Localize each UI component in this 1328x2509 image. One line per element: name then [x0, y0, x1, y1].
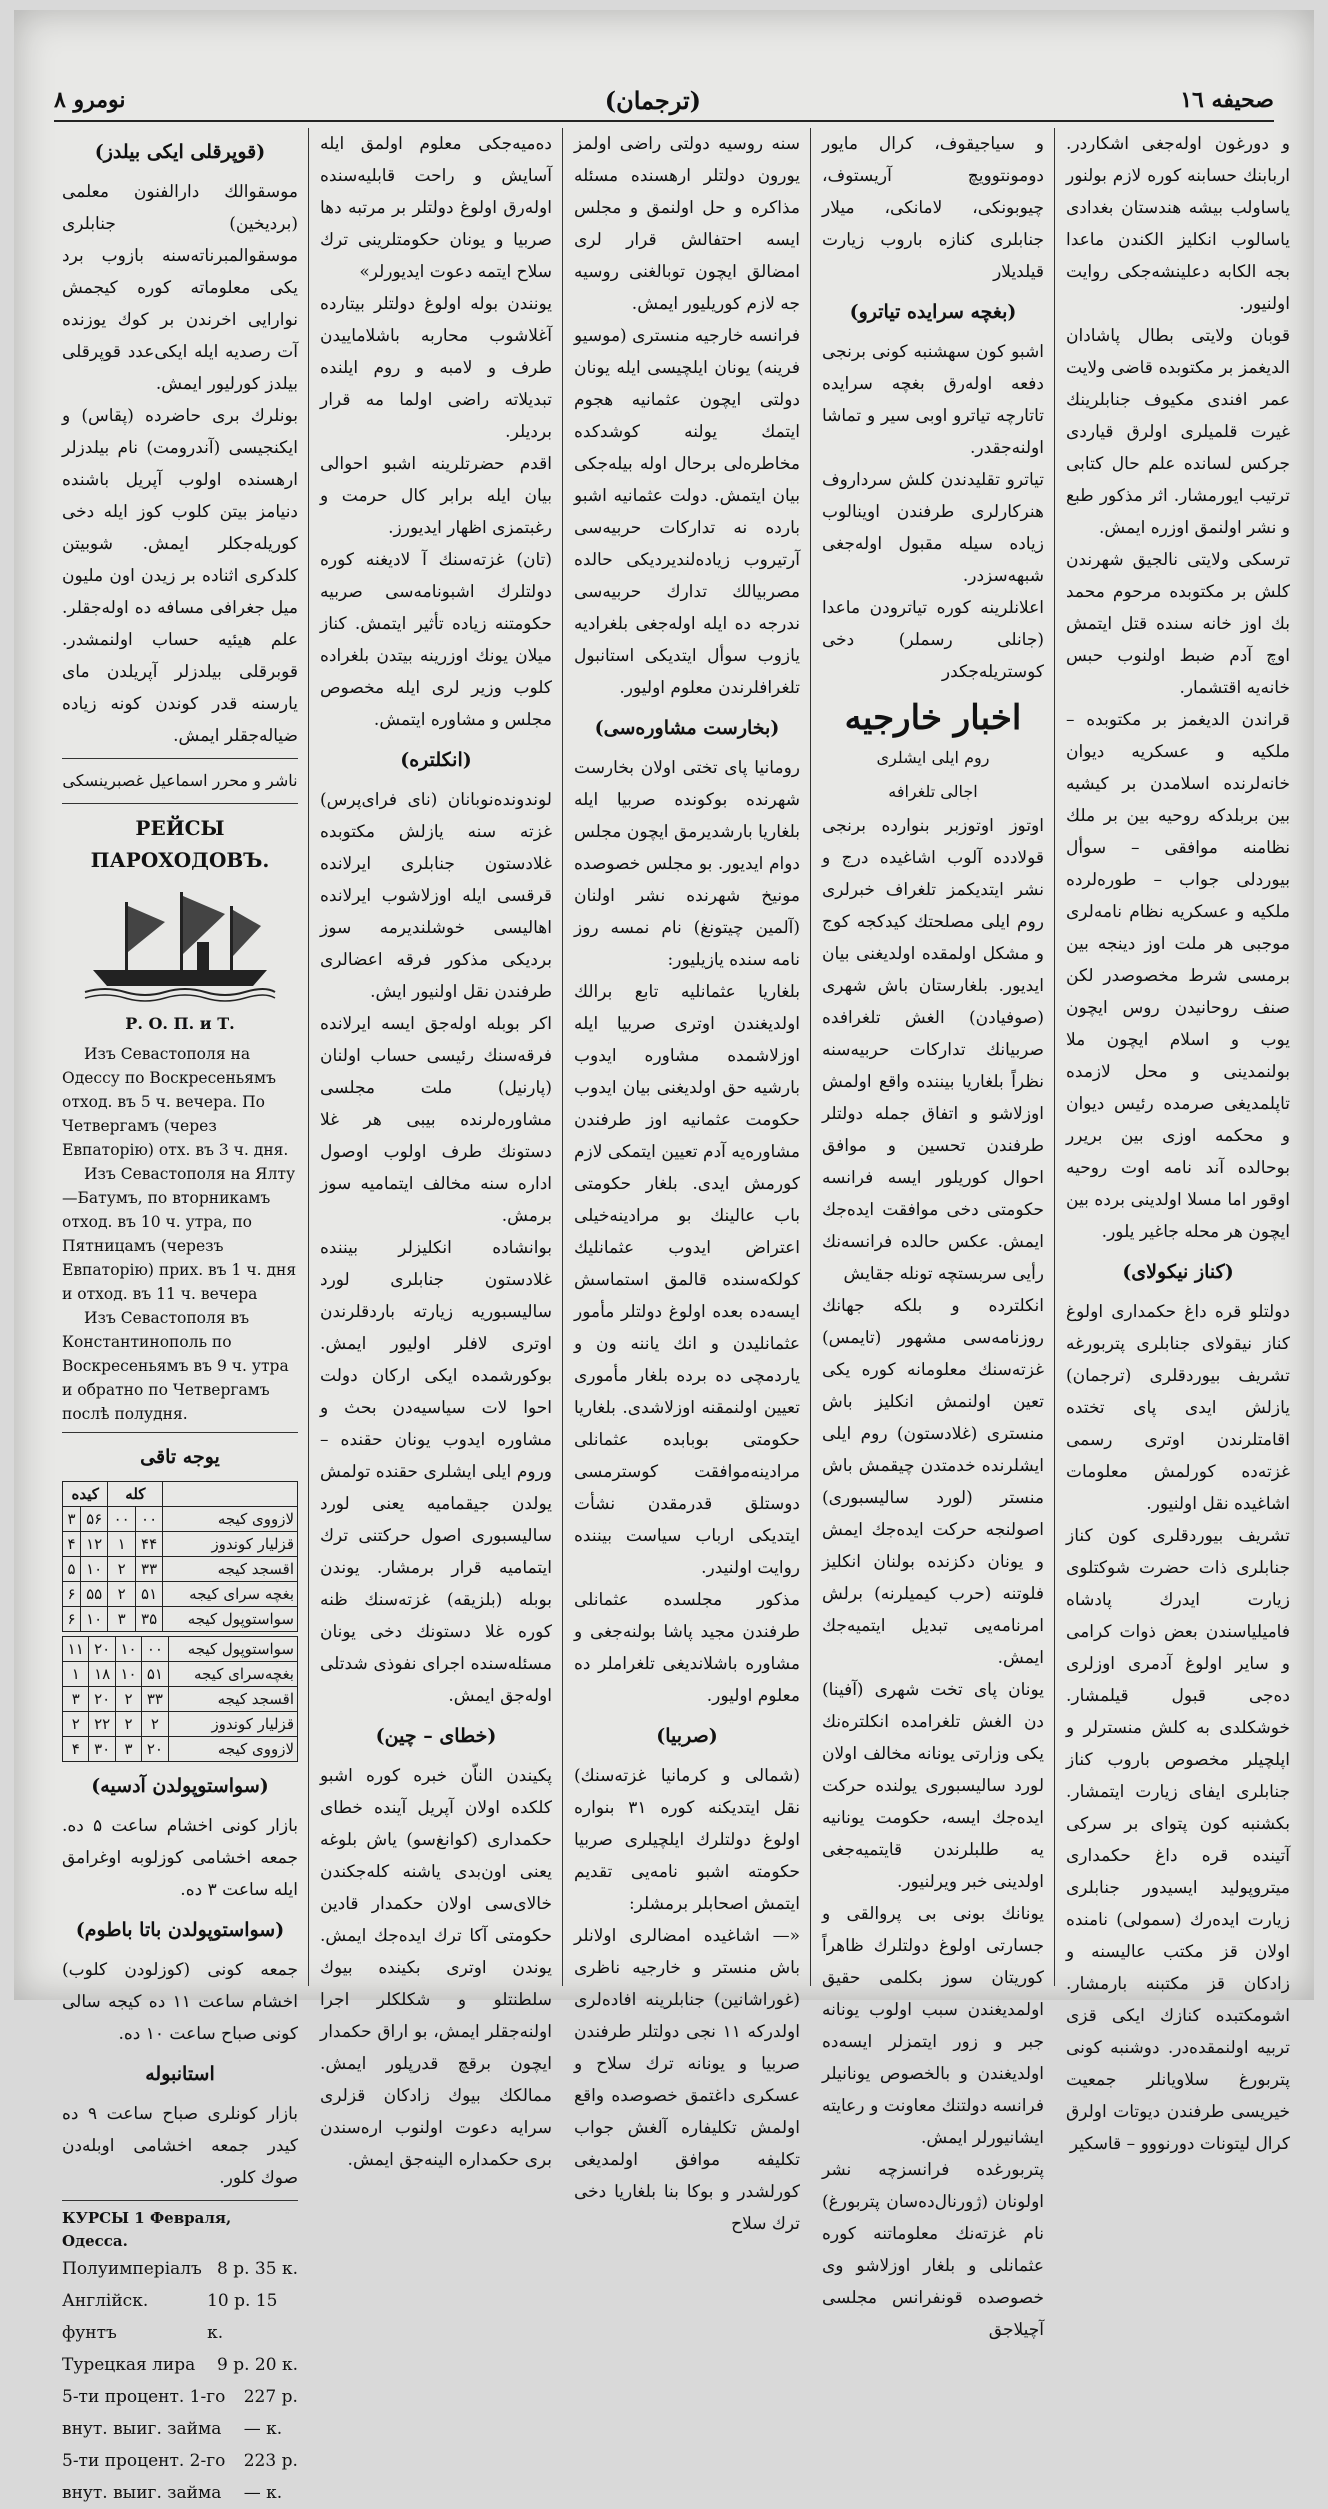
col5-para: بونلرك بری حاضرده (پقاس) و ایکنجیسی (آندرومت) نام بیلدزلر ارهسنده اولوب آپریل باشنده دنیامز بیتن کلوب کوز ایله دخی کوریله‌جکلر ایمش. شوبیتن کلدکری اثناده بر زیدن اون ملیون میل جغرافی مسافه ده اوله‌جقلر. علم هیئیه حساب اولنمشدر. قوبرقلی بیلدزلر آپریلدن مای یارسنه قدر کوندن کونه زیاده ضیاله‌جقلر ایمش. [62, 406, 298, 746]
section-title: (بخارست مشاورەسی) [594, 717, 780, 739]
courses-title: КУРСЫ 1 Февраля, Одесса. [62, 2209, 232, 2250]
page-header [54, 80, 1274, 122]
column-5 [54, 128, 306, 2503]
section-title: (خطای – چین) [375, 1725, 497, 1747]
section-title: (صربیا) [656, 1725, 718, 1747]
route-title: استانبوله [145, 2063, 215, 2085]
issue-number: نومرو ٨ [54, 87, 126, 113]
rate-row: Турецкая лира 9 р. 20 к. [62, 2355, 298, 2375]
table-row: لازووی کیجه ۰۰ ۰۰ ۵۶ ۳ [63, 1507, 298, 1532]
col3-para: فرانسه خارجیه منستری (موسیو فرینه) یونان ایلچیسی ایله یونان دولتی ایچون عثمانیه هجوم ایتمك یولنه کوشدکده مخاطرەلی برحال اوله بیله‌جکی بیان ایتمش. دولت عثمانیه اشبو بارده نه تدارکات حربیه‌سی آرتیروب زیادەلندیردیکی حالده مصربیالك تدارك حربیه‌سی ندرجه ده ایله اوله‌جغی بلغرادیه یازوب سوأل ایتدیکی استانبول تلغرافلرندن معلوم اولیور. [574, 326, 800, 698]
route-text: جمعه کونی (کوزلودن کلوب) اخشام ساعت ۱۱ ده کیجه سالی کونی صباح ساعت ۱۰ ده. [62, 1960, 299, 2044]
col3-para: «— اشاغیده امضالری اولانلر باش منستر و خارجیه ناظری (غوراشانین) جنابلرینه افاده‌لری اولدرکه ۱۱ نجی دولتلر طرفندن صربیا و یونانه ترك سلاح و عسکری داغتمق خصوصده واقع اولمش تکلیفاره آلغش جواب تکلیفه موافق اولمدیغی کورلشدر و بوکا بنا بلغاریا دخی ترك سلاح [574, 1926, 800, 2234]
col2-para: انکلترده و بلکه جهانك روزنامه‌سی مشهور (تایمس) غزته‌سنك معلومانه کوره یکی تعین اولنمش انکلیز باش منستری (غلادستون) روم ایلی ایشلرنده خدمتدن چیقمش باش منستر (لورد سالیسبوری) اصولنجه حرکت ایده‌جك ایمش و یونان دکزنده بولنان انکلیز فلوتنه (حرب کیمیلرنه) برلش امرنامه‌یی تبدیل ایتمیه‌جك ایمش. [822, 1296, 1044, 1668]
table-row: قزلیار کوندوز ۲ ۲ ۲۲ ۲ [63, 1712, 298, 1737]
column-3 [566, 128, 808, 2234]
col1-para: و دورغون اوله‌جغی اشکاردر. اربابنك حسابنه کوره لازم بولنور یاساولب بیشه هندستان بغدادی یاسالوب انکلیز الکندن ماعدا بجه الکابه دعلینشه‌جکی روایت اولنیور. [1066, 134, 1290, 314]
rate-row: Англійск. фунтъ 10 р. 15 к. [62, 2291, 278, 2343]
col2-para: یونان پای تخت شهری (آفینا) دن الغش تلغرامده انکلترەنك یکی وزارتی یونانه مخالف اولان لورد سالیسبوری یولنده حرکت ایده‌جك ایسه، حکومت یونانیه یه طلبلرندن قایتمیه‌جغی اولدینی خبر ویرلنیور. [822, 1680, 1044, 1892]
route-text: Изъ Севастополя на Ялту—Батумъ, по вторникамъ отход. въ 10 ч. утра, по Пятницамъ (черезъ Евпаторію) прих. въ 1 ч. дня и отход. въ 11 ч. вечера [62, 1165, 297, 1303]
divider [62, 758, 298, 759]
table-row: بغچه‌سرای کیجه ۵۱ ۱۰ ۱۸ ۱ [63, 1662, 298, 1687]
section-subtitle: روم ایلی ایشلری [876, 748, 990, 767]
table-header: کیدە [63, 1482, 108, 1507]
col2-para: پتربورغده فرانسزچه نشر اولونان (ژورنال‌ده‌سان پتربورغ) نام غزته‌نك معلوماتنه کوره عثمانلی و بلغار اوزلاشو وی خصوصده قونفرانس مجلسی آچیلاجق [822, 2160, 1044, 2340]
col3-para: بلغاریا عثمانلیه تابع برالك اولدیغندن اوتری صربیا ایله اوزلاشمده مشاوره ایدوب بارشیه حق اولدیغنی بیان ایدوب حکومت عثمانیه اوز طرفندن مشاوره‌یه آدم تعیین ایتمکی لازم کورمش ایدی. بلغار حکومتی باب عالینك بو مرادینه‌خیلی اعتراض ایدوب عثمانلیك کولکه‌سنده قالمق استماسش ایسه‌ده بعده اولوغ دولتلر مأمور عثمانلیدن و انك یاننه ون و یاردمچی ده برده بلغار مأموری تعیین اولنمقنه اوزلاشدی. بلغاریا حکومتی بوبابده عثمانلی مرادینه‌موافقت کوسترمسی دوستلق قدرمقدن نشأت ایتدیکی ارباب سیاست بیننده روایت اولنیدر. [574, 982, 800, 1578]
col4-para: بوانشاده انکلیزلر بیننده غلادستون جنابلری لورد سالیسبوریه زیارته باردقلرندن اوتری لافلر اولیور ایمش. بوکورشمده ایکی ارکان دولت احوا لات سیاسیه‌دن بحث و مشاوره ایدوب یونان حقنده – وروم ایلی ایشلری حقنده تولمش یولدن جیقمامیه یعنی لورد سالیسبوری اصول حرکتنی ترك ایتمامیه قرار برمشار. یوندن بوبله (بلزیقه) غزته‌سنك ظنه کوره غلا دستونك دخی یونان مسئله‌سنده اجرای نفوذی شدتلی اوله‌جق ایمش. [320, 1238, 552, 1706]
foreign-news-heading: اخبار خارجیه [844, 698, 1022, 738]
company-name: Р. О. П. и Т. [125, 1014, 235, 1033]
col2-para: تیاترو تقلیدندن کلش سرداروف هنرکارلری طرفندن اوینالوب زیاده سیله مقبول اوله‌جغی شبهه‌سزدر. [822, 470, 1044, 586]
column-2 [814, 128, 1052, 2340]
route-text: Изъ Севастополя на Одессу по Воскресеньямъ отход. въ 5 ч. вечера. По Четвергамъ (через Евпаторію) отх. въ 3 ч. дня. [62, 1045, 289, 1159]
section-title: (قوپرقلی ایکی بیلدز) [94, 141, 266, 163]
section-subtitle: اجالی تلغرافه [888, 782, 978, 801]
table-row: اقسجد کیجه ۳۳ ۲ ۱۰ ۵ [63, 1557, 298, 1582]
col5-para: موسقوالك دارالفنون معلمی (بردیخین) جنابلری موسقوالمبرناته‌سنه بازوب برد یکی معلوماته کوره کیجمش نوارایی اخرندن بر کوك یوزنده آت رصدیه ایله ایکی‌عدد قوپرقلی بیلدز کورلیور ایمش. [62, 182, 298, 394]
publisher-line: ناشر و محرر اسماعیل غصبرینسکی [62, 771, 298, 790]
table-header: کلە [108, 1482, 163, 1507]
column-rule [308, 128, 309, 1986]
steamship-schedule [62, 812, 298, 1426]
col3-para: سنه روسیه دولتی راضی اولمز یورون دولتلر ارهسنده مسئله مذاکره و حل اولنمق و مجلس ایسه احتفالش قرار لری امضالق ایچون توبالغنی روسیه جه لازم کوریلیور ایمش. [574, 134, 800, 314]
col4-para: دەمیه‌جکی معلوم اولمق ایله آسایش و راحت قابلیه‌سنده اولەرق اولوغ دولتلر بر مرتبه دها صربیا و یونان حکومتلرینی ترك سلاح ایتمه دعوت ایدیورلر» [320, 134, 552, 282]
section-title: (بغچه سرایده تیاترو) [849, 301, 1017, 323]
col1-para: قوبان ولایتی بطال پاشادان الدیغمز بر مکتوبده قاضی ولایت عمر افندی مکیوف جنابلرینك غیرت قلمیلری اولرق قیاردی جرکس لسانده علم حال کتابی ترتیب ایورمشار. اثر مذکور طبع و نشر اولنمق اوزره ایمش. [1066, 326, 1290, 538]
col2-para: اشبو کون سهشنبه کونی برنجی دفعه اولەرق بغچه سرایده تاتارچه تیاترو اوبی سیر و تماشا اولنه‌جقدر. [822, 342, 1044, 458]
train-table-1 [62, 1481, 298, 1632]
col1-para: تشریف بیوردقلری کون کناز جنابلری ذات حضرت شوکتلوی زیارت ایدرك پادشاه فامیلیاسندن بعض ذوات کرامی و سایر اولوغ آدمری اوزلری ده‌جی قبول قیلمشار. خوشکلدی به کلش منسترلر و اپلچیلر مخصوص باروب کناز جنابلری ایفای زیارت ایتمشار. بکشنبه کون پتوای بر سرکی آتینده قره داغ حکمداری میتروپولید ایسیدور جنابلری زیارت ایده‌رك (سمولی) نامنده اولان قز مکتب عالیسنه و زادکان قز مکتبنه بارمشار. اشومکتبده کنازك ایکی قزی تربیه اولنمقده‌در. دوشنبه کونی پتربورغ سلاویانلر جمعیت خیریسی طرفندن دیوتات اولرق کرال لیتونات دورنووو – قاسکیر [1066, 1526, 1290, 2154]
col2-para: و سیاجیقوف، کرال مایور دومونتوویچ آریستوف، چیوبونکی، لامانکی، میلار جنابلری کنازه باروب زیارت قیلدیلار [822, 134, 1044, 282]
col1-para: ترسکی ولایتی نالجیق شهرندن کلش بر مکتوبده مرحوم محمد بك اوز خانه سنده قتل ایتمش اوچ آدم ضبط اولنوب حبس خانه‌یه اقتشمار. [1066, 550, 1290, 698]
column-rule [810, 128, 811, 1986]
col3-para: مذکور مجلسده عثمانلی طرفندن مجید پاشا بولنه‌جغی و مشاوره باشلاندیغی تلغراملر ده معلوم اولیور. [574, 1590, 800, 1706]
col3-para: (شمالی و کرمانیا غزته‌سنك) نقل ایتدیکنه کوره ۳۱ بنواره اولوغ دولتلرك ایلچیلری صربیا حکومته اشبو نامه‌یی تقدیم ایتمش اصحابلر برمشلر: [574, 1766, 800, 1914]
route-text: بازار کونی اخشام ساعت ۵ ده. جمعه اخشامی کوزلوبه اوغرامق ایله ساعت ۳ ده. [62, 1816, 298, 1900]
table-row: قزلیار کوندوز ۴۴ ۱ ۱۲ ۴ [63, 1532, 298, 1557]
exchange-rates [62, 2207, 298, 2509]
table-row: بغچه سرای کیجه ۵۱ ۲ ۵۵ ۶ [63, 1582, 298, 1607]
column-rule [562, 128, 563, 1986]
table-row: لازووی کیجه ۲۰ ۳ ۳۰ ۴ [63, 1737, 298, 1762]
col4-para: اکر بوبله اوله‌جق ایسه ایرلانده فرقه‌سنك رئیسی حساب اولنان (پارنیل) ملت مجلسی مشاورەلرنده بیبی هر غلا دستونك طرف اولوب اوصول اداره سنه مخالف ایتمامیه سوز برمش. [320, 1014, 552, 1226]
route-text: بازار کونلری صباح ساعت ۹ ده کیدر جمعه اخشامی اوبلەدن صوك کلور. [62, 2104, 298, 2188]
rate-row: 5-ти процент. 1-го внут. выиг. займа 227 р. — к. [62, 2387, 298, 2439]
col4-para: پکیندن الناّن خبره کوره اشبو کلکده اولان آپریل آینده خطای حکمداری (کوانغ‌سو) یاش بلوغه یعنی اون‌بدی یاشنه کله‌جکندن خالای‌سی اولان حکمدار قادین حکومتی آکا ترك ایده‌جك ایمش. یوندن اوتری بکینده بیوك سلطنتلو و شکلکلر اجرا اولنه‌جقلر ایمش، بو اراق حکمدار ایچون برقچ قدرپلور ایمش. ممالکك بیوك زادکان قزلری سرایه دعوت اولنوب ارەسندن بری حکمداره الینه‌جق ایمش. [320, 1766, 552, 2170]
table-header [163, 1482, 298, 1507]
table-row: سواستوپول کیجه ۳۵ ۳ ۱۰ ۶ [63, 1607, 298, 1632]
train-title: یوجه تاقی [140, 1446, 220, 1468]
rate-row: 5-ти процент. 2-го внут. выиг. займа 223 р. — к. [62, 2451, 298, 2503]
route-text: Изъ Севастополя въ Константинополь по Воскресеньямъ въ 9 ч. утра и обратно по Четвергамъ послѣ полудня. [62, 1309, 289, 1423]
divider [62, 2200, 298, 2201]
section-title: (کناز نیکولای) [1122, 1261, 1234, 1283]
col2-para: اوتوز اوتوزبر بنوارده برنجی قولادده آلوب اشاغیده درج و نشر ایتدیکمز تلغراف خبرلری روم ایلی مصلحتك کیدکجه کوج و مشکل اولمقده اولدیغنی بیان ایدیور. بلغارستان باش شهری (صوفیادن) الغش تلغرافده صربیانك تدارکات حربیه‌سنه نظراً بلغاریا بیننده واقع اولمش اوزلاشو و اتفاق جمله دولتلر طرفندن تحسین و موافق احوال کوریلور ایسه فرانسه حکومتی دخی موافقت ایدەجك ایمش. عکس حالده فرانسه‌نك رأیی سربستچه تونله جقایش [822, 816, 1044, 1284]
rate-row: Полуимперіалъ 8 р. 35 к. [62, 2259, 298, 2279]
column-1 [1058, 128, 1298, 2154]
divider [62, 803, 298, 804]
train-table-2 [62, 1636, 298, 1762]
col1-para: دولتلو قره داغ حکمداری اولوغ کناز نیقولای جنابلری پتربورغه تشریف بیوردقلری (ترجمان) یازلش ایدی پای تختده اقامتلرندن اوتری رسمی غزته‌ده کورلمش معلومات اشاغیده نقل اولنیور. [1066, 1302, 1290, 1514]
newspaper-title: (ترجمان) [604, 85, 702, 115]
section-title: (انکلتره) [400, 749, 472, 771]
newspaper-page [14, 10, 1314, 2503]
table-row: سواستوپول کیجه ۰۰ ۱۰ ۲۰ ۱۱ [63, 1637, 298, 1662]
divider [62, 1432, 298, 1433]
steamship-icon [85, 882, 275, 1002]
ru-heading: РЕЙСЫ ПАРОХОДОВЪ. [90, 816, 270, 872]
col4-para: اقدم حضرتلرینه اشبو احوالی بیان ایله برابر کال حرمت و رغبتمزی اظهار ایدیورز. [320, 454, 552, 538]
route-title: (سواستوپولدن باتا باطوم) [75, 1919, 285, 1941]
table-row: اقسجد کیجه ۳۳ ۲ ۲۰ ۳ [63, 1687, 298, 1712]
col4-para: لوندونده‌نوبانان (نای فرای‌پرس) غزته سنه یازلش مکتوبده غلادستون جنابلری ایرلانده قرقسی ایله اوزلاشوب ایرلانده اهالیسی خوشلندیرمه سوز بردیکی مذکور فرقه اعضالری طرفندن نقل اولنیور ایش. [320, 790, 552, 1002]
col4-para: یونندن بوله اولوغ دولتلر بیتارده آغلاشوب محاربه باشلاماییدن طرف و لامبه و روم ایلنده تبدیلاته راضی اولما مه قرار بردیلر. [320, 294, 552, 442]
col3-para: رومانیا پای تختی اولان بخارست شهرنده بوکونده صربیا ایله بلغاریا بارشدیرمق ایچون مجلس دوام ایدیور. بو مجلس خصوصده مونیخ شهرنده نشر اولنان (آلمین چیتونغ) نام نمسه روز نامه سنده یازیلیور: [574, 758, 800, 970]
page-number: صحيفه ١٦ [1180, 87, 1274, 113]
column-4 [312, 128, 560, 2170]
col1-para: قراندن الدیغمز بر مکتوبده – ملکیه و عسکریه دیوان خانه‌لرنده اسلامدن بر کیشیه بین بربلدکه روحیه بین بر ملك نظامنه موافقی – سوأل بیوردلی جواب – طوره‌لرده ملکیه و عسکریه نظام نامه‌لری موجبی هر ملت اوز دینجه بین برمسی شرط مخصوصدر لکن صنف روحانیدن روس ایچون یوب و اسلام ایچون ملا بولنمدینی و محل لازمده تاپلمدیغی صرمده رئیس دیوان و محکمه اوزی بین بریرر بوحالده آند نامه اوت روحیه اوقور اما مسلا اولدینی برده بین ایچون هر محله جاغیر یلور. [1066, 710, 1290, 1242]
col4-para: (تان) غزته‌سنك آ لادیغنه کوره دولتلرك اشبونامه‌سی صربیه حکومتنه زیاده تأثیر ایتمش. کناز میلان یونك اوزرینه بیتدن بلغراده کلوب وزیر لری ایله مخصوص مجلس و مشاوره ایتمش. [320, 550, 552, 730]
col2-para: اعلانلرینه کوره تیاترودن ماعدا (جانلی رسملر) دخی کوستریله‌جکدر [822, 598, 1044, 682]
col2-para: یونانك بونی بی پروالقی و جسارتی اولوغ دولتلرك ظاهراً کوریتان سوز بکلمی حقیق اولمدیغندن سبب اولوب یونانه جبر و زور ایتمزلر ایسه‌ده اولدیغندن و بالخصوص یونانیلر فرانسه دولتنك معاونت و رعایته ایشانیورلر ایمش. [822, 1904, 1044, 2148]
route-title: (سواستوپولدن آدسیه) [91, 1775, 269, 1797]
column-rule [1054, 128, 1055, 1986]
